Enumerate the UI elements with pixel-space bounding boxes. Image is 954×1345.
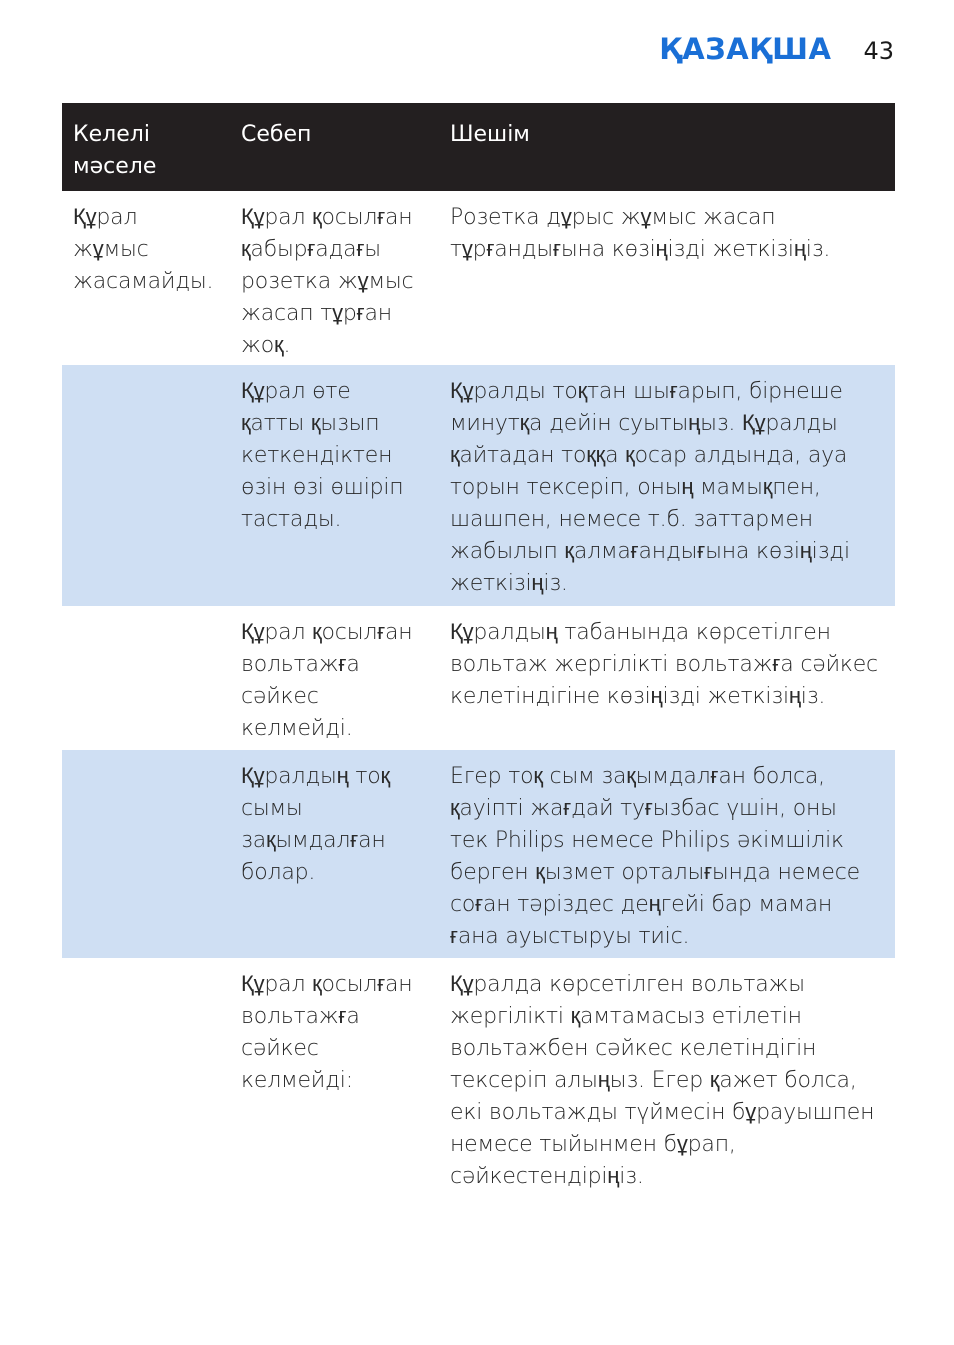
- table-row: [62, 606, 895, 750]
- table-row: [62, 365, 895, 606]
- problem-cell: Құрал жұмыс жасамайды.: [73, 205, 214, 294]
- problem-cell: [62, 761, 229, 958]
- table-row: [62, 958, 895, 1198]
- cause-cell: Құралдың тоқ сымы зақымдалған болар.: [241, 764, 390, 885]
- problem-cell: [62, 617, 229, 750]
- solution-cell: Розетка дұрыс жұмыс жасап тұрғандығына көзіңізді жеткізіңіз.: [450, 205, 831, 262]
- column-header-problem: Келелі мәселе: [73, 122, 157, 179]
- table-row: [62, 191, 895, 365]
- problem-cell: [62, 376, 229, 606]
- problem-cell: [62, 969, 229, 1198]
- language-title: ҚАЗАҚША: [659, 32, 832, 66]
- solution-cell: Құралдың табанында көрсетілген вольтаж жергілікті вольтажға сәйкес келетіндігіне көзіңізді жеткізіңіз.: [450, 620, 878, 709]
- column-header-cause: Себеп: [241, 122, 312, 147]
- table-row: [62, 750, 895, 958]
- table-header-row: [62, 103, 895, 191]
- cause-cell: Құрал қосылған вольтажға сәйкес келмейді.: [241, 620, 413, 741]
- solution-cell: Егер тоқ сым зақымдалған болса, қауіпті жағдай туғызбас үшін, оны тек Philips немесе Philips әкімшілік берген қызмет орталығында немесе соған тәріздес деңгейі бар маман ғана ауыстыруы тиіс.: [450, 764, 860, 949]
- cause-cell: Құрал қосылған вольтажға сәйкес келмейді:: [241, 972, 413, 1093]
- troubleshooting-table: [62, 103, 895, 1198]
- column-header-solution: Шешім: [450, 122, 530, 147]
- page-header: [659, 32, 894, 66]
- page-number: 43: [863, 37, 894, 65]
- solution-cell: Құралда көрсетілген вольтажы жергілікті қамтамасыз етілетін вольтажбен сәйкес келетіндігін тексеріп алыңыз. Егер қажет болса, екі вольтажды түймесін бұрауышпен немесе тыйынмен бұрап, сәйкестендіріңіз.: [450, 972, 875, 1189]
- solution-cell: Құралды тоқтан шығарып, бірнеше минутқа дейін суытыңыз. Құралды қайтадан тоққа қосар алдында, ауа торын тексеріп, оның мамықпен, шашпен, немесе т.б. заттармен жабылып қалмағандығына көзіңізді жеткізіңіз.: [450, 379, 850, 596]
- cause-cell: Құрал қосылған қабырғадағы розетка жұмыс жасап тұрған жоқ.: [241, 205, 414, 358]
- cause-cell: Құрал өте қатты қызып кеткендіктен өзін өзі өшіріп тастады.: [241, 379, 404, 532]
